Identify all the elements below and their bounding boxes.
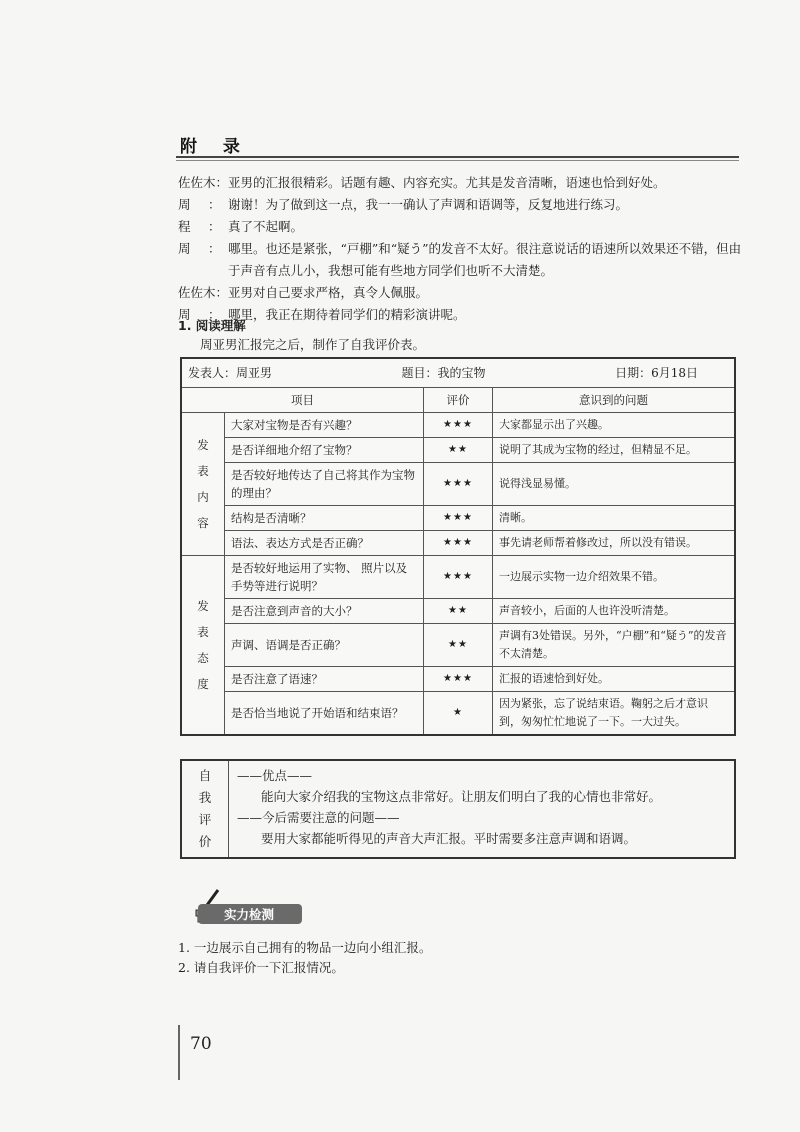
- dialogue-text: 真了不起啊。: [228, 219, 304, 234]
- issue-note: 说得浅显易懂。: [493, 463, 736, 506]
- item-cell: 语法、表达方式是否正确？: [225, 531, 424, 556]
- issue-note: 声调有3处错误。另外，“户棚”和“疑う”的发音不太清楚。: [493, 624, 736, 667]
- speaker: 佐佐木: [178, 285, 216, 300]
- table-row: [181, 531, 735, 556]
- date: 日期：6月18日: [615, 366, 698, 380]
- strengths-text: 能向大家介绍我的宝物这点非常好。让朋友们明白了我的心情也非常好。: [261, 789, 662, 804]
- item-cell: 大家对宝物是否有兴趣？: [225, 413, 424, 438]
- rating-stars: ★★★: [424, 463, 493, 506]
- rating-stars: ★★: [424, 599, 493, 624]
- improvements-heading: ——今后需要注意的问题——: [237, 810, 400, 825]
- self-evaluation-table: [180, 357, 736, 736]
- dialogue: [178, 172, 743, 326]
- table-row: [181, 506, 735, 531]
- dialogue-text: 亚男对自己要求严格，真令人佩服。: [228, 285, 429, 300]
- item-cell: 声调、语调是否正确？: [225, 624, 424, 667]
- dialogue-line: [178, 216, 743, 238]
- speaker-separator: ：: [208, 307, 221, 322]
- speaker: 佐佐木: [178, 175, 216, 190]
- page-header-title: 附 录: [180, 137, 250, 157]
- dialogue-text: 哪里，我正在期待着同学们的精彩演讲呢。: [228, 307, 466, 322]
- item-cell: 结构是否清晰？: [225, 506, 424, 531]
- skill-check-badge: [186, 888, 304, 928]
- issue-note: 因为紧张，忘了说结束语。鞠躬之后才意识到，匆匆忙忙地说了一下。一大过失。: [493, 692, 736, 736]
- speaker-separator: ：: [208, 219, 221, 234]
- self-assessment-box: [180, 759, 736, 859]
- speaker-separator: ：: [215, 285, 229, 300]
- self-assessment-category: 自 我 评 价: [181, 760, 229, 858]
- speaker: 周: [178, 307, 191, 322]
- dialogue-line: [178, 304, 743, 326]
- table-info-row: [181, 358, 735, 388]
- table-row: [181, 556, 735, 599]
- page-number: 70: [190, 1034, 212, 1054]
- rating-stars: ★★★: [424, 506, 493, 531]
- section-title: 1. 阅读理解: [178, 318, 246, 333]
- issue-note: 声音较小，后面的人也许没听清楚。: [493, 599, 736, 624]
- table-row: [181, 463, 735, 506]
- page-number-rule: [178, 1025, 180, 1080]
- dialogue-line: [178, 172, 743, 194]
- strengths-heading: ——优点——: [237, 768, 313, 783]
- table-header-row: [181, 388, 735, 413]
- issue-note: 清晰。: [493, 506, 736, 531]
- rating-stars: ★★★: [424, 413, 493, 438]
- skill-check-label: 实力检测: [224, 907, 275, 922]
- list-item: 2. 请自我评价一下汇报情况。: [178, 960, 344, 975]
- dialogue-line: [178, 194, 743, 216]
- column-header-issues: 意识到的问题: [493, 388, 736, 413]
- dialogue-line: [178, 282, 743, 304]
- rating-stars: ★★★: [424, 667, 493, 692]
- rating-stars: ★★★: [424, 531, 493, 556]
- speaker: 程: [178, 219, 191, 234]
- self-assessment-content: [229, 760, 736, 858]
- dialogue-text: 亚男的汇报很精彩。话题有趣、内容充实。尤其是发音清晰，语速也恰到好处。: [228, 175, 666, 190]
- dialogue-text: 哪里。也还是紧张，“戸棚”和“疑う”的发音不太好。很注意说话的语速所以效果还不错，但由于声音有点儿小，我想可能有些地方同学们也听不大清楚。: [228, 241, 742, 278]
- speaker: 周: [178, 197, 191, 212]
- presenter: 发表人：周亚男: [188, 366, 273, 380]
- category-attitude: 发 表 态 度: [181, 556, 225, 736]
- rating-stars: ★★★: [424, 556, 493, 599]
- dialogue-line: [178, 238, 743, 282]
- header-rule: [176, 156, 739, 158]
- column-header-item: 项目: [181, 388, 424, 413]
- header-rule-thin: [176, 160, 739, 161]
- improvements-text: 要用大家都能听得见的声音大声汇报。平时需要多注意声调和语调。: [261, 831, 637, 846]
- task-list: [178, 938, 431, 978]
- rating-stars: ★★: [424, 438, 493, 463]
- item-cell: 是否较好地运用了实物、 照片以及手势等进行说明？: [225, 556, 424, 599]
- speaker-separator: ：: [208, 241, 221, 256]
- topic: 题目：我的宝物: [401, 366, 486, 380]
- issue-note: 说明了其成为宝物的经过，但精显不足。: [493, 438, 736, 463]
- dialogue-text: 谢谢！为了做到这一点，我一一确认了声调和语调等，反复地进行练习。: [228, 197, 629, 212]
- table-row: [181, 599, 735, 624]
- speaker-separator: ：: [215, 175, 229, 190]
- speaker: 周: [178, 241, 191, 256]
- list-item: 1. 一边展示自己拥有的物品一边向小组汇报。: [178, 940, 432, 955]
- rating-stars: ★: [424, 692, 493, 736]
- section-intro: 周亚男汇报完之后，制作了自我评价表。: [200, 337, 426, 352]
- item-cell: 是否较好地传达了自己将其作为宝物的理由？: [225, 463, 424, 506]
- issue-note: 大家都显示出了兴趣。: [493, 413, 736, 438]
- item-cell: 是否详细地介绍了宝物？: [225, 438, 424, 463]
- table-row: [181, 667, 735, 692]
- table-row: [181, 692, 735, 736]
- speaker-separator: ：: [208, 197, 221, 212]
- category-content: 发 表 内 容: [181, 413, 225, 556]
- rating-stars: ★★: [424, 624, 493, 667]
- table-row: [181, 438, 735, 463]
- item-cell: 是否注意到声音的大小？: [225, 599, 424, 624]
- issue-note: 一边展示实物一边介绍效果不错。: [493, 556, 736, 599]
- table-row: [181, 624, 735, 667]
- item-cell: 是否注意了语速？: [225, 667, 424, 692]
- table-row: [181, 413, 735, 438]
- item-cell: 是否恰当地说了开始语和结束语？: [225, 692, 424, 736]
- column-header-rating: 评价: [424, 388, 493, 413]
- issue-note: 事先请老师帮着修改过，所以没有错误。: [493, 531, 736, 556]
- issue-note: 汇报的语速恰到好处。: [493, 667, 736, 692]
